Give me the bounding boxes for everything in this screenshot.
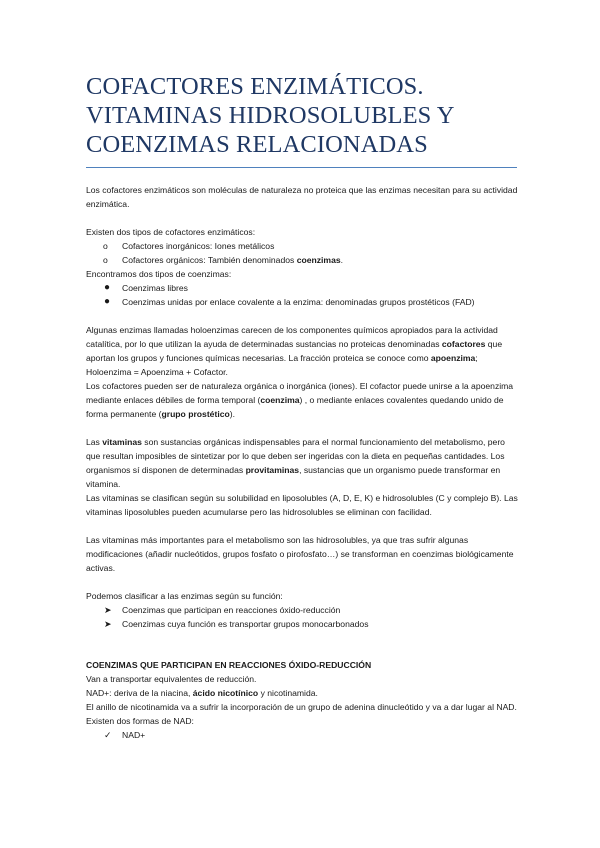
list-item-text: Coenzimas unidas por enlace covalente a la enzima: denominadas grupos prostéticos (FAD) — [122, 297, 475, 307]
list-item-text: Cofactores orgánicos: También denominados — [122, 255, 297, 265]
document-body — [86, 183, 518, 742]
bold-term: provitaminas — [245, 465, 300, 475]
paragraph-cofactor-nature: Los cofactores pueden ser de naturaleza orgánica o inorgánica (iones). El cofactor puede unirse a la apoenzima mediante enlaces débiles de forma temporal (coenzima) , o mediante enlaces covalentes quedando unido de forma permanente (grupo prostético). — [86, 381, 514, 419]
paragraph-vitamins: Las vitaminas son sustancias orgánicas indispensables para el normal funcionamiento del metabolismo, pero que resultan imposibles de sintetizar por lo que deben ser ingeridas con la dieta en pequeñas cantidades. Los organismos sí disponen de determinadas provitaminas, sustancias que un organismo puede transformar en vitamina. — [86, 437, 505, 489]
arrow-bullet-icon: ➤ — [104, 605, 112, 615]
list-item-nad-plus — [86, 728, 518, 742]
list-item-cofactor-organic: o Cofactores orgánicos: También denominados coenzimas. — [103, 255, 344, 265]
list-item-monocarbon — [86, 617, 518, 631]
list-item-coenzyme-bound — [86, 295, 518, 309]
list-marker: o — [103, 241, 108, 251]
list-item-text: NAD+ — [122, 730, 146, 740]
paragraph-enzyme-function: Podemos clasificar a las enzimas según su función: — [86, 591, 283, 601]
bold-term: cofactores — [441, 339, 486, 349]
bold-term: vitaminas — [102, 437, 142, 447]
list-marker: o — [103, 255, 108, 265]
section-heading: COENZIMAS QUE PARTICIPAN EN REACCIONES ÓXIDO-REDUCCIÓN — [86, 660, 372, 670]
list-item-cofactor-inorganic — [86, 239, 518, 253]
title-underline — [86, 167, 517, 168]
bullet-icon: ● — [104, 296, 111, 307]
list-item-text: Coenzimas que participan en reacciones óxido-reducción — [122, 605, 341, 615]
paragraph-coenzyme-types: Encontramos dos tipos de coenzimas: — [86, 269, 232, 279]
list-item-text: Coenzimas libres — [122, 283, 188, 293]
bold-term: grupo prostético — [161, 409, 230, 419]
paragraph-nad-forms: Existen dos formas de NAD: — [86, 716, 194, 726]
paragraph-reduction: Van a transportar equivalentes de reducción. — [86, 674, 257, 684]
paragraph-hydrosoluble: Las vitaminas más importantes para el metabolismo son las hidrosolubles, ya que tras sufrir algunas modificaciones (añadir nucleótidos, grupos fosfato o pirofosfato…) se transforman en coenzimas biológicamente activas. — [86, 535, 514, 573]
paragraph-intro: Los cofactores enzimáticos son moléculas de naturaleza no proteica que las enzimas necesitan para su actividad enzimática. — [86, 185, 518, 209]
bold-term: ácido nicotínico — [192, 688, 259, 698]
list-item-text: Cofactores inorgánicos: Iones metálicos — [122, 241, 275, 251]
paragraph-holoenzymes: Algunas enzimas llamadas holoenzimas carecen de los componentes químicos apropiados para la actividad catalítica, por lo que utilizan la ayuda de determinadas sustancias no proteicas denominadas cofactores que aportan los grupos y funciones químicas necesarias. La fracción proteica se conoce como apoenzima; Holoenzima = Apoenzima + Cofactor. — [86, 325, 503, 377]
document-title: COFACTORES ENZIMÁTICOS. VITAMINAS HIDROSOLUBLES Y COENZIMAS RELACIONADAS — [86, 73, 454, 158]
paragraph-cofactor-types: Existen dos tipos de cofactores enzimáticos: — [86, 227, 256, 237]
list-item-text: Coenzimas cuya función es transportar grupos monocarbonados — [122, 619, 369, 629]
bold-term: apoenzima — [430, 353, 476, 363]
bold-term: coenzima — [260, 395, 300, 405]
paragraph-vitamin-classification: Las vitaminas se clasifican según su solubilidad en liposolubles (A, D, E, K) e hidrosolubles (C y complejo B). Las vitaminas liposolubles pueden acumularse pero las hidrosolubles se eliminan con facilidad. — [86, 493, 518, 517]
paragraph-nad: NAD+: deriva de la niacina, ácido nicotínico y nicotinamida. — [86, 688, 318, 698]
paragraph-nicotinamide-ring: El anillo de nicotinamida va a sufrir la incorporación de un grupo de adenina dinucleótido y va a dar lugar al NAD. — [86, 702, 517, 712]
arrow-bullet-icon: ➤ — [104, 619, 112, 629]
bullet-icon: ● — [104, 282, 111, 293]
list-item-coenzyme-free — [86, 281, 518, 295]
list-item-redox — [86, 603, 518, 617]
bold-term: coenzimas — [296, 255, 341, 265]
checkmark-icon: ✓ — [104, 730, 112, 740]
